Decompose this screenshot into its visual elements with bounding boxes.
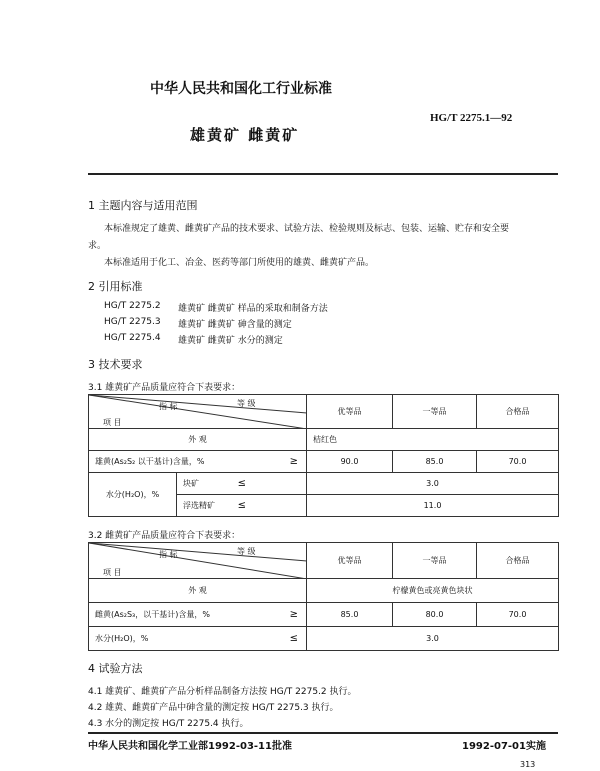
column-header: 一等品 [393,543,477,579]
column-header: 优等品 [307,543,393,579]
header-grade-label: 等 级 [237,547,256,556]
section-3-2-caption: 3.2 雌黄矿产品质量应符合下表要求： [88,531,241,541]
water-content-label: 水分(H₂O)，% [95,634,149,643]
ref-title: 雄黄矿 雌黄矿 样品的采取和制备方法 [178,304,328,314]
approval-line: 中华人民共和国化学工业部1992-03-11批准 [88,741,292,752]
header-rule [88,173,558,175]
arsenic-value: 90.0 [307,451,393,473]
orpiment-quality-table [88,542,559,651]
arsenic-value: 80.0 [393,603,477,627]
arsenic-content-label: 雄黄(As₂S₂ 以干基计)含量，% [95,457,205,466]
table-header-diagonal [89,543,307,579]
header-grade-label: 等 级 [237,399,256,408]
arsenic-value: 70.0 [477,603,559,627]
appearance-value: 桔红色 [313,435,337,444]
appearance-label: 外 观 [89,429,307,451]
ref-code: HG/T 2275.3 [104,317,161,327]
column-header: 一等品 [393,395,477,429]
header-indicator-label: 指 标 [159,550,178,559]
test-method-item: 4.2 雄黄、雌黄矿产品中砷含量的测定按 HG/T 2275.3 执行。 [88,703,339,713]
section-3-heading: 3 技术要求 [88,358,143,371]
ref-code: HG/T 2275.2 [104,301,161,311]
realgar-quality-table [88,394,559,517]
greater-equal-sign: ≥ [289,609,298,620]
water-content-label: 水分(H₂O)，% [89,473,177,517]
column-header: 合格品 [477,543,559,579]
water-value: 11.0 [307,495,559,517]
less-equal-sign: ≤ [237,500,246,511]
arsenic-content-label: 雌黄(As₂S₃，以干基计)含量，% [95,610,210,619]
document-title: 雄黄矿 雌黄矿 [190,126,300,144]
test-method-item: 4.1 雄黄矿、雌黄矿产品分析样品制备方法按 HG/T 2275.2 执行。 [88,687,357,697]
ref-code: HG/T 2275.4 [104,333,161,343]
header-item-label: 项 目 [103,418,122,427]
water-content-cell [89,627,307,651]
water-value: 3.0 [307,473,559,495]
diagonal-lines [89,543,307,579]
section-1-heading: 1 主题内容与适用范围 [88,199,198,212]
water-subrow-cell [177,495,307,517]
appearance-value: 柠檬黄色或亮黄色块状 [307,579,559,603]
arsenic-content-cell [89,603,307,627]
water-value: 3.0 [307,627,559,651]
section-2-heading: 2 引用标准 [88,280,143,293]
section-1-paragraph-1-cont: 求。 [88,241,107,251]
less-equal-sign: ≤ [289,633,298,644]
section-3-1-caption: 3.1 雄黄矿产品质量应符合下表要求： [88,383,241,393]
arsenic-value: 70.0 [477,451,559,473]
section-1-paragraph-1: 本标准规定了雄黄、雌黄矿产品的技术要求、试验方法、检验规则及标志、包装、运输、贮存和安全要 [104,224,510,234]
arsenic-value: 85.0 [307,603,393,627]
issuing-org: 中华人民共和国化工行业标准 [150,81,332,97]
water-subrow-cell [177,473,307,495]
water-subrow-label: 浮选精矿 [183,501,215,510]
table-header-diagonal [89,395,307,429]
column-header: 合格品 [477,395,559,429]
diagonal-lines [89,395,307,429]
effective-date: 1992-07-01实施 [462,741,546,752]
section-4-heading: 4 试验方法 [88,662,143,675]
appearance-label: 外 观 [89,579,307,603]
column-header: 优等品 [307,395,393,429]
footer-rule [88,732,558,734]
ref-title: 雄黄矿 雌黄矿 砷含量的测定 [178,320,292,330]
arsenic-content-cell [89,451,307,473]
water-subrow-label: 块矿 [183,479,199,488]
test-method-item: 4.3 水分的测定按 HG/T 2275.4 执行。 [88,719,249,729]
arsenic-value: 85.0 [393,451,477,473]
page-number: 313 [520,760,536,769]
header-item-label: 项 目 [103,568,122,577]
ref-title: 雄黄矿 雌黄矿 水分的测定 [178,336,283,346]
standard-number: HG/T 2275.1—92 [430,112,513,124]
less-equal-sign: ≤ [237,478,246,489]
greater-equal-sign: ≥ [289,456,298,467]
header-indicator-label: 指 标 [159,402,178,411]
section-1-paragraph-2: 本标准适用于化工、冶金、医药等部门所使用的雄黄、雌黄矿产品。 [104,258,375,268]
